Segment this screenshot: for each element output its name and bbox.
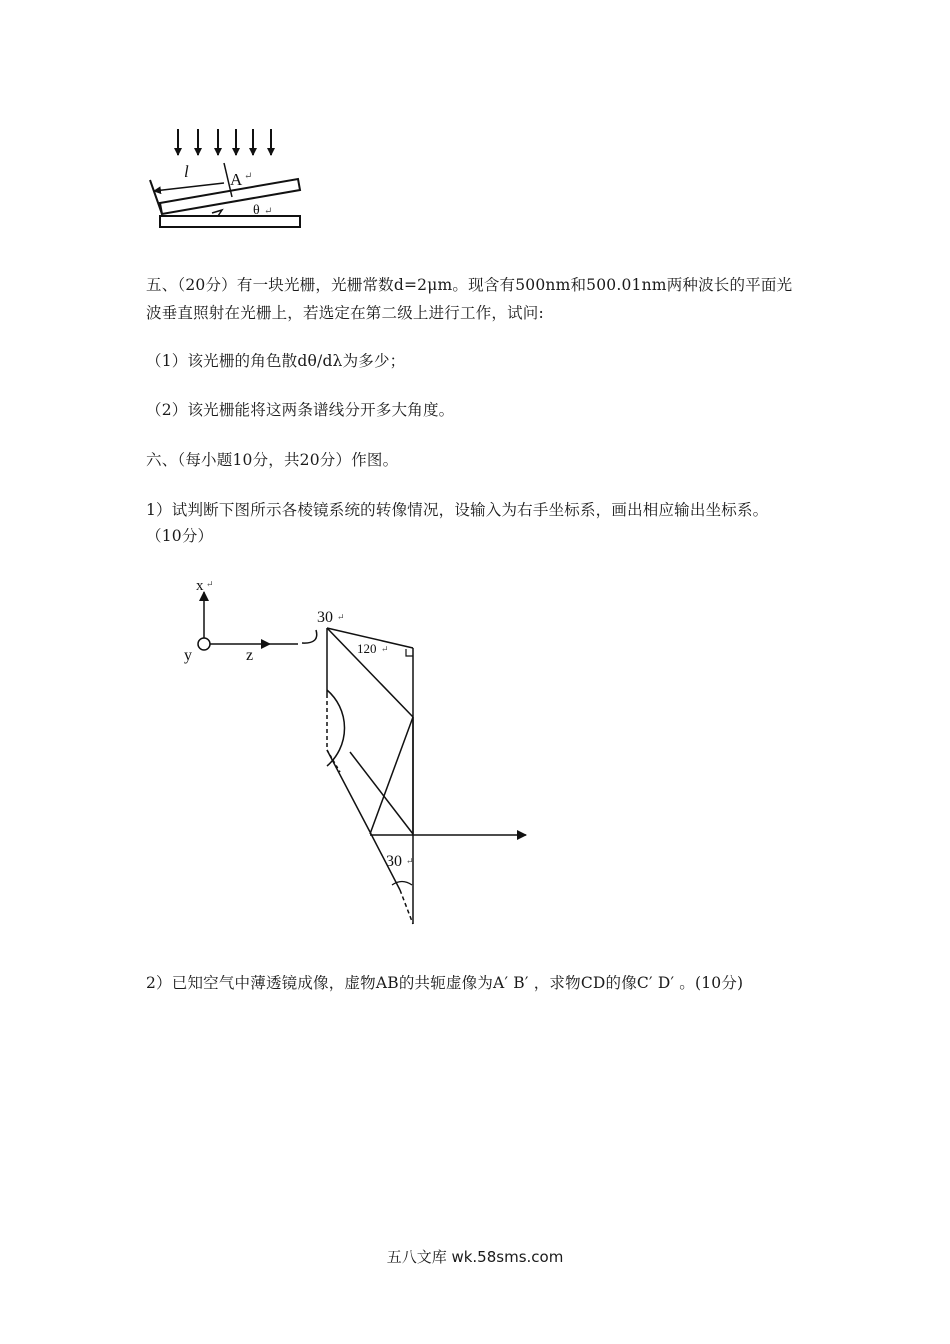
return-mark: ↵ [264, 206, 273, 217]
footer-watermark: 五八文库 wk.58sms.com [386, 1248, 564, 1266]
label-A: A [230, 170, 243, 189]
angle-bottom-label: 30 [386, 853, 402, 870]
label-theta: θ [253, 203, 260, 218]
q6-sub2: 2）已知空气中薄透镜成像，虚物AB的共轭虚像为A′ B′ ，求物CD的像C′ D′ 。(10分) [146, 974, 744, 992]
label-z: z [246, 647, 254, 664]
bottom-plate [160, 216, 300, 227]
wedge-figure [140, 125, 320, 235]
angle-top-label: 30 [317, 609, 333, 626]
label-l: l [184, 162, 189, 181]
q6-title: 六、（每小题10分，共20分）作图。 [146, 451, 399, 469]
y-axis-origin [198, 638, 210, 650]
return-mark: ↵ [406, 857, 414, 867]
q5-line1: 五、（20分）有一块光栅，光栅常数d=2μm。现含有500nm和500.01nm两种波长的平面光 [146, 276, 793, 294]
return-mark: ↵ [337, 613, 345, 623]
q5-sub2: （2）该光栅能将这两条谱线分开多大角度。 [146, 401, 455, 419]
length-dimension [154, 183, 224, 191]
return-mark: ↵ [244, 171, 253, 182]
q6-sub1-line2: （10分） [146, 527, 214, 545]
return-mark: ↵ [381, 645, 389, 655]
incident-rays [178, 129, 271, 155]
q6-sub1-line1: 1）试判断下图所示各棱镜系统的转像情况，设输入为右手坐标系，画出相应输出坐标系。 [146, 501, 769, 519]
prism-figure [180, 572, 540, 932]
label-y: y [184, 647, 192, 664]
angle-120-label: 120 [357, 641, 377, 656]
q5-sub1: （1）该光栅的角色散dθ/dλ为多少； [146, 352, 406, 370]
return-mark: ↵ [206, 580, 214, 590]
label-x: x [196, 578, 204, 594]
q5-line2: 波垂直照射在光栅上，若选定在第二级上进行工作，试问: [146, 304, 544, 322]
